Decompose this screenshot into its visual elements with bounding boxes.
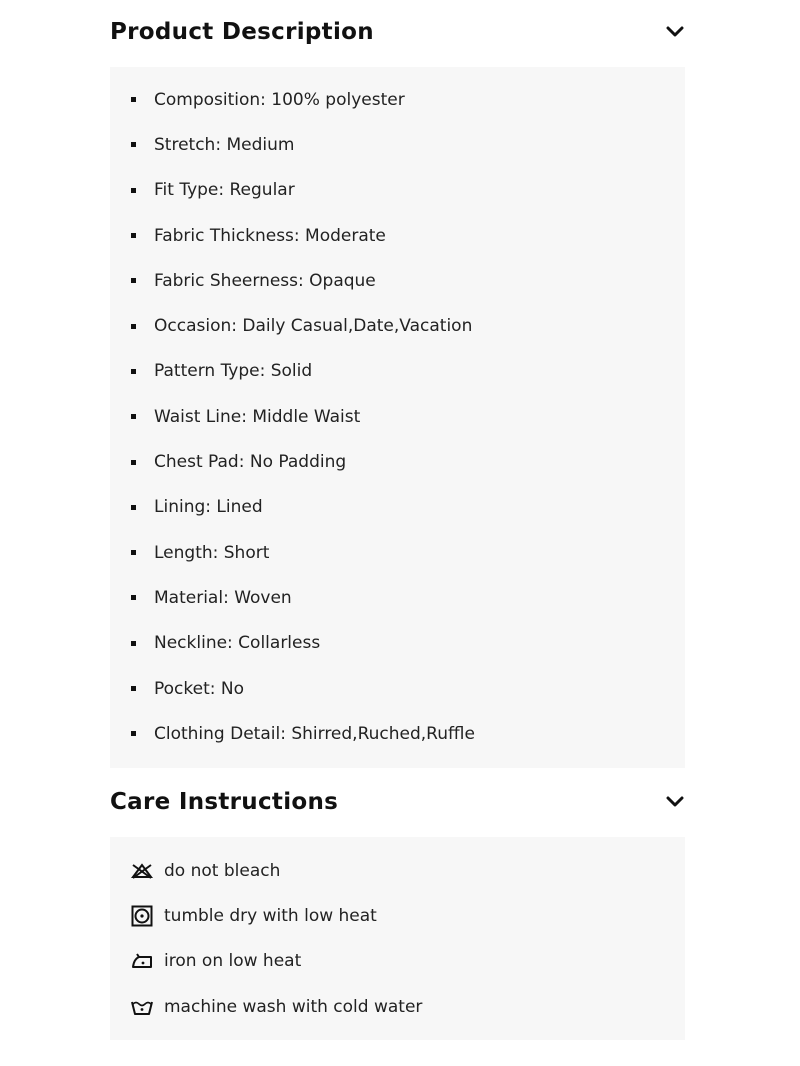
list-item — [110, 303, 685, 348]
care-label: do not bleach — [164, 860, 281, 881]
attribute-text: Waist Line: Middle Waist — [154, 406, 361, 427]
attribute-text: Pattern Type: Solid — [154, 361, 313, 382]
list-item — [110, 530, 685, 575]
iron-low-icon — [130, 949, 154, 973]
list-item — [110, 168, 685, 213]
tumble-dry-low-icon — [130, 904, 154, 928]
care-label: tumble dry with low heat — [164, 905, 377, 926]
care-item — [110, 848, 685, 893]
machine-wash-cold-icon — [130, 995, 154, 1019]
bullet — [131, 369, 136, 374]
attribute-text: Chest Pad: No Padding — [154, 452, 347, 473]
bullet — [131, 505, 136, 510]
list-item — [110, 711, 685, 756]
bullet — [131, 324, 136, 329]
bullet — [131, 550, 136, 555]
attribute-text: Neckline: Collarless — [154, 633, 321, 654]
care-item — [110, 984, 685, 1029]
list-item — [110, 258, 685, 303]
product-description-title: Product Description — [110, 19, 374, 45]
care-label: machine wash with cold water — [164, 996, 423, 1017]
bullet — [131, 233, 136, 238]
bullet — [131, 97, 136, 102]
attribute-text: Material: Woven — [154, 587, 292, 608]
bullet — [131, 142, 136, 147]
attribute-text: Occasion: Daily Casual,Date,Vacation — [154, 316, 473, 337]
list-item — [110, 77, 685, 122]
list-item — [110, 122, 685, 167]
list-item — [110, 213, 685, 258]
list-item — [110, 666, 685, 711]
care-instructions-header[interactable] — [110, 782, 685, 822]
attribute-text: Clothing Detail: Shirred,Ruched,Ruffle — [154, 723, 475, 744]
care-item — [110, 893, 685, 938]
bullet — [131, 731, 136, 736]
care-instructions-title: Care Instructions — [110, 789, 339, 815]
bullet — [131, 641, 136, 646]
list-item — [110, 485, 685, 530]
bullet — [131, 686, 136, 691]
list-item — [110, 575, 685, 620]
bullet — [131, 460, 136, 465]
attribute-text: Stretch: Medium — [154, 134, 295, 155]
product-description-header[interactable] — [110, 12, 685, 52]
list-item — [110, 439, 685, 484]
chevron-down-icon[interactable] — [665, 22, 685, 42]
bullet — [131, 595, 136, 600]
attribute-text: Fabric Sheerness: Opaque — [154, 270, 376, 291]
attribute-text: Fit Type: Regular — [154, 180, 295, 201]
product-description-panel — [110, 67, 685, 768]
attribute-text: Length: Short — [154, 542, 270, 563]
bullet — [131, 414, 136, 419]
product-attribute-list — [110, 77, 685, 756]
care-label: iron on low heat — [164, 951, 302, 972]
attribute-text: Composition: 100% polyester — [154, 89, 405, 110]
bullet — [131, 278, 136, 283]
list-item — [110, 621, 685, 666]
care-instructions-panel — [110, 837, 685, 1040]
attribute-text: Fabric Thickness: Moderate — [154, 225, 386, 246]
care-item — [110, 939, 685, 984]
attribute-text: Pocket: No — [154, 678, 245, 699]
bullet — [131, 188, 136, 193]
no-bleach-icon — [130, 859, 154, 883]
list-item — [110, 349, 685, 394]
list-item — [110, 394, 685, 439]
chevron-down-icon[interactable] — [665, 792, 685, 812]
attribute-text: Lining: Lined — [154, 497, 263, 518]
